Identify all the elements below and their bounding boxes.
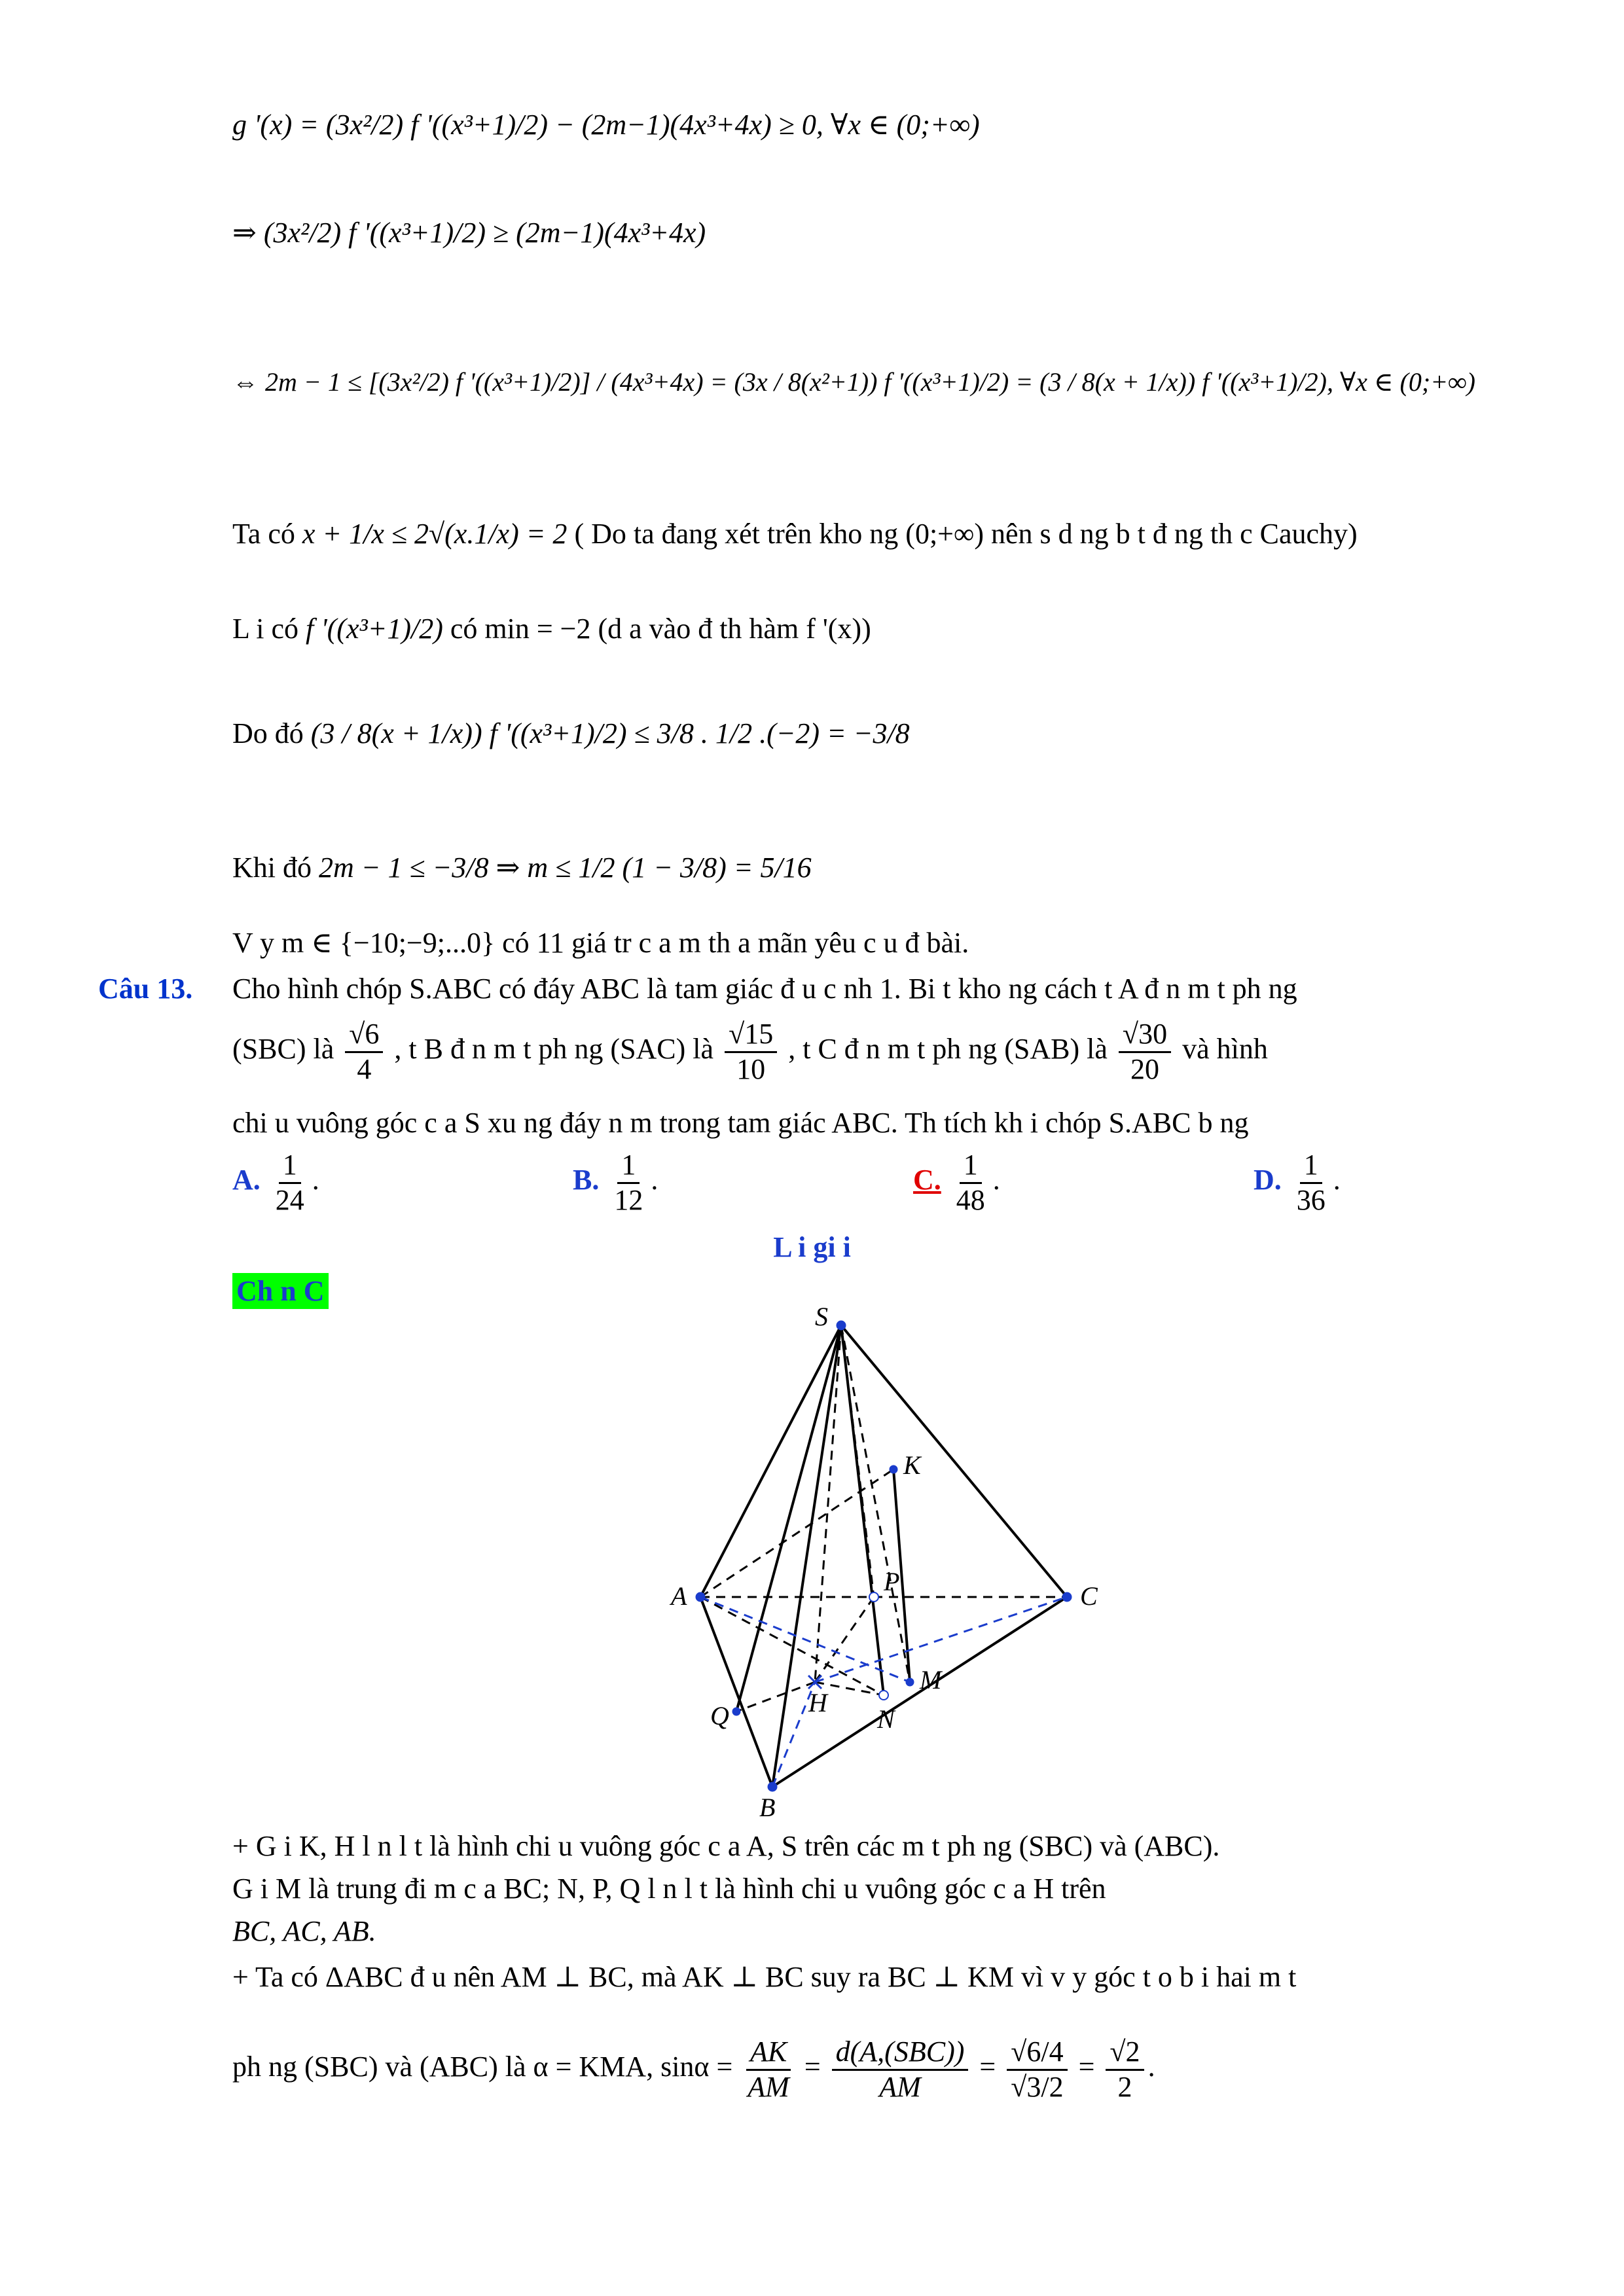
therefore-line: Do đó (3 / 8(x + 1/x)) f '((x³+1)/2) ≤ 3/8 . 1/2 .(−2) = −3/8 [232,717,910,749]
label-s: S [815,1302,828,1331]
label-k: K [903,1450,921,1480]
question-line-3: chi u vuông góc c a S xu ng đáy n m trong tam giác ABC. Th tích kh i chóp S.ABC b ng [232,1107,1249,1139]
para-4: + Ta có ΔABC đ u nên AM ⊥ BC, mà AK ⊥ BC suy ra BC ⊥ KM vì v y góc t o b i hai m t [232,1961,1297,1993]
label-n: N [877,1704,895,1734]
para-1: + G i K, H l n l t là hình chi u vuông góc c a A, S trên các m t ph ng (SBC) và (ABC). [232,1830,1220,1862]
para-2: G i M là trung đi m c a BC; N, P, Q l n l t là hình chi u vuông góc c a H trên [232,1873,1106,1905]
point-b [768,1782,777,1791]
label-a: A [671,1581,687,1611]
equation-line-1: g '(x) = (3x²/2) f '((x³+1)/2) − (2m−1)(4x³+4x) ≥ 0, ∀x ∈ (0;+∞) [232,109,980,141]
cauchy-line: Ta có x + 1/x ≤ 2√(x.1/x) = 2 ( Do ta đang xét trên kho ng (0;+∞) nên s d ng b t đ ng th c Cauchy) [232,518,1358,550]
label-b: B [759,1793,776,1820]
label-q: Q [710,1701,729,1731]
point-q [732,1708,740,1715]
point-a [696,1592,705,1602]
para-3: BC, AC, AB. [232,1915,376,1947]
answer-label: Ch n C [232,1273,329,1309]
equation-line-2: ⇒ (3x²/2) f '((x³+1)/2) ≥ (2m−1)(4x³+4x) [232,217,706,249]
question-label: Câu 13. [98,973,193,1005]
label-m: M [920,1665,942,1695]
conclusion-line: Khi đó 2m − 1 ≤ −3/8 ⇒ m ≤ 1/2 (1 − 3/8) = 5/16 [232,852,812,884]
solution-title: L i gi i [773,1231,851,1263]
point-s [837,1321,846,1330]
equation-line-3: ⇔ 2m − 1 ≤ [(3x²/2) f '((x³+1)/2)] / (4x³+4x) = (3x / 8(x²+1)) f '((x³+1)/2) = (3 / 8(x + 1/x)) f '((x³+1)/2), ∀x ∈ (0;+∞) [232,367,1475,397]
point-n [879,1691,888,1700]
label-p: P [884,1567,900,1596]
choice-c[interactable]: C. $\frac{1}{48}$ . [913,1149,1000,1216]
distance-b-fraction: $\frac{√15}{10}$ [725,1018,777,1086]
choice-a[interactable]: A. $\frac{1}{24}$ . [232,1149,319,1216]
label-h: H [808,1688,827,1717]
point-k [890,1465,897,1473]
label-c: C [1080,1581,1098,1611]
pyramid-figure [648,1302,1119,1820]
question-line-1: Cho hình chóp S.ABC có đáy ABC là tam giác đ u c nh 1. Bi t kho ng cách t A đ n m t ph ng [232,973,1297,1005]
count-line: V y m ∈ {−10;−9;...0} có 11 giá tr c a m th a mãn yêu c u đ bài. [232,927,969,959]
point-c [1062,1592,1072,1602]
para-5: ph ng (SBC) và (ABC) là α = KMA, sinα = $\frac{AK}{AM}$ = $\frac{\text{d(A,(SBC))}}{AM}$ = $\frac{√6/4}{√3/2}$ = $\frac{√2}{2}$ . [232,2036,1155,2103]
point-m [906,1678,914,1686]
point-p [869,1592,878,1602]
min-line: L i có f '((x³+1)/2) có min = −2 (d a vào đ th hàm f '(x)) [232,613,871,645]
distance-c-fraction: $\frac{√30}{20}$ [1119,1018,1171,1086]
distance-a-fraction: $\frac{√6}{4}$ [345,1018,383,1086]
choice-b[interactable]: B. $\frac{1}{12}$ . [573,1149,659,1216]
choice-d[interactable]: D. $\frac{1}{36}$ . [1254,1149,1341,1216]
question-line-2: (SBC) là $\frac{√6}{4}$ , t B đ n m t ph ng (SAC) là $\frac{√15}{10}$ , t C đ n m t ph ng (SAB) là $\frac{√30}{20}$ và hình [232,1018,1268,1085]
